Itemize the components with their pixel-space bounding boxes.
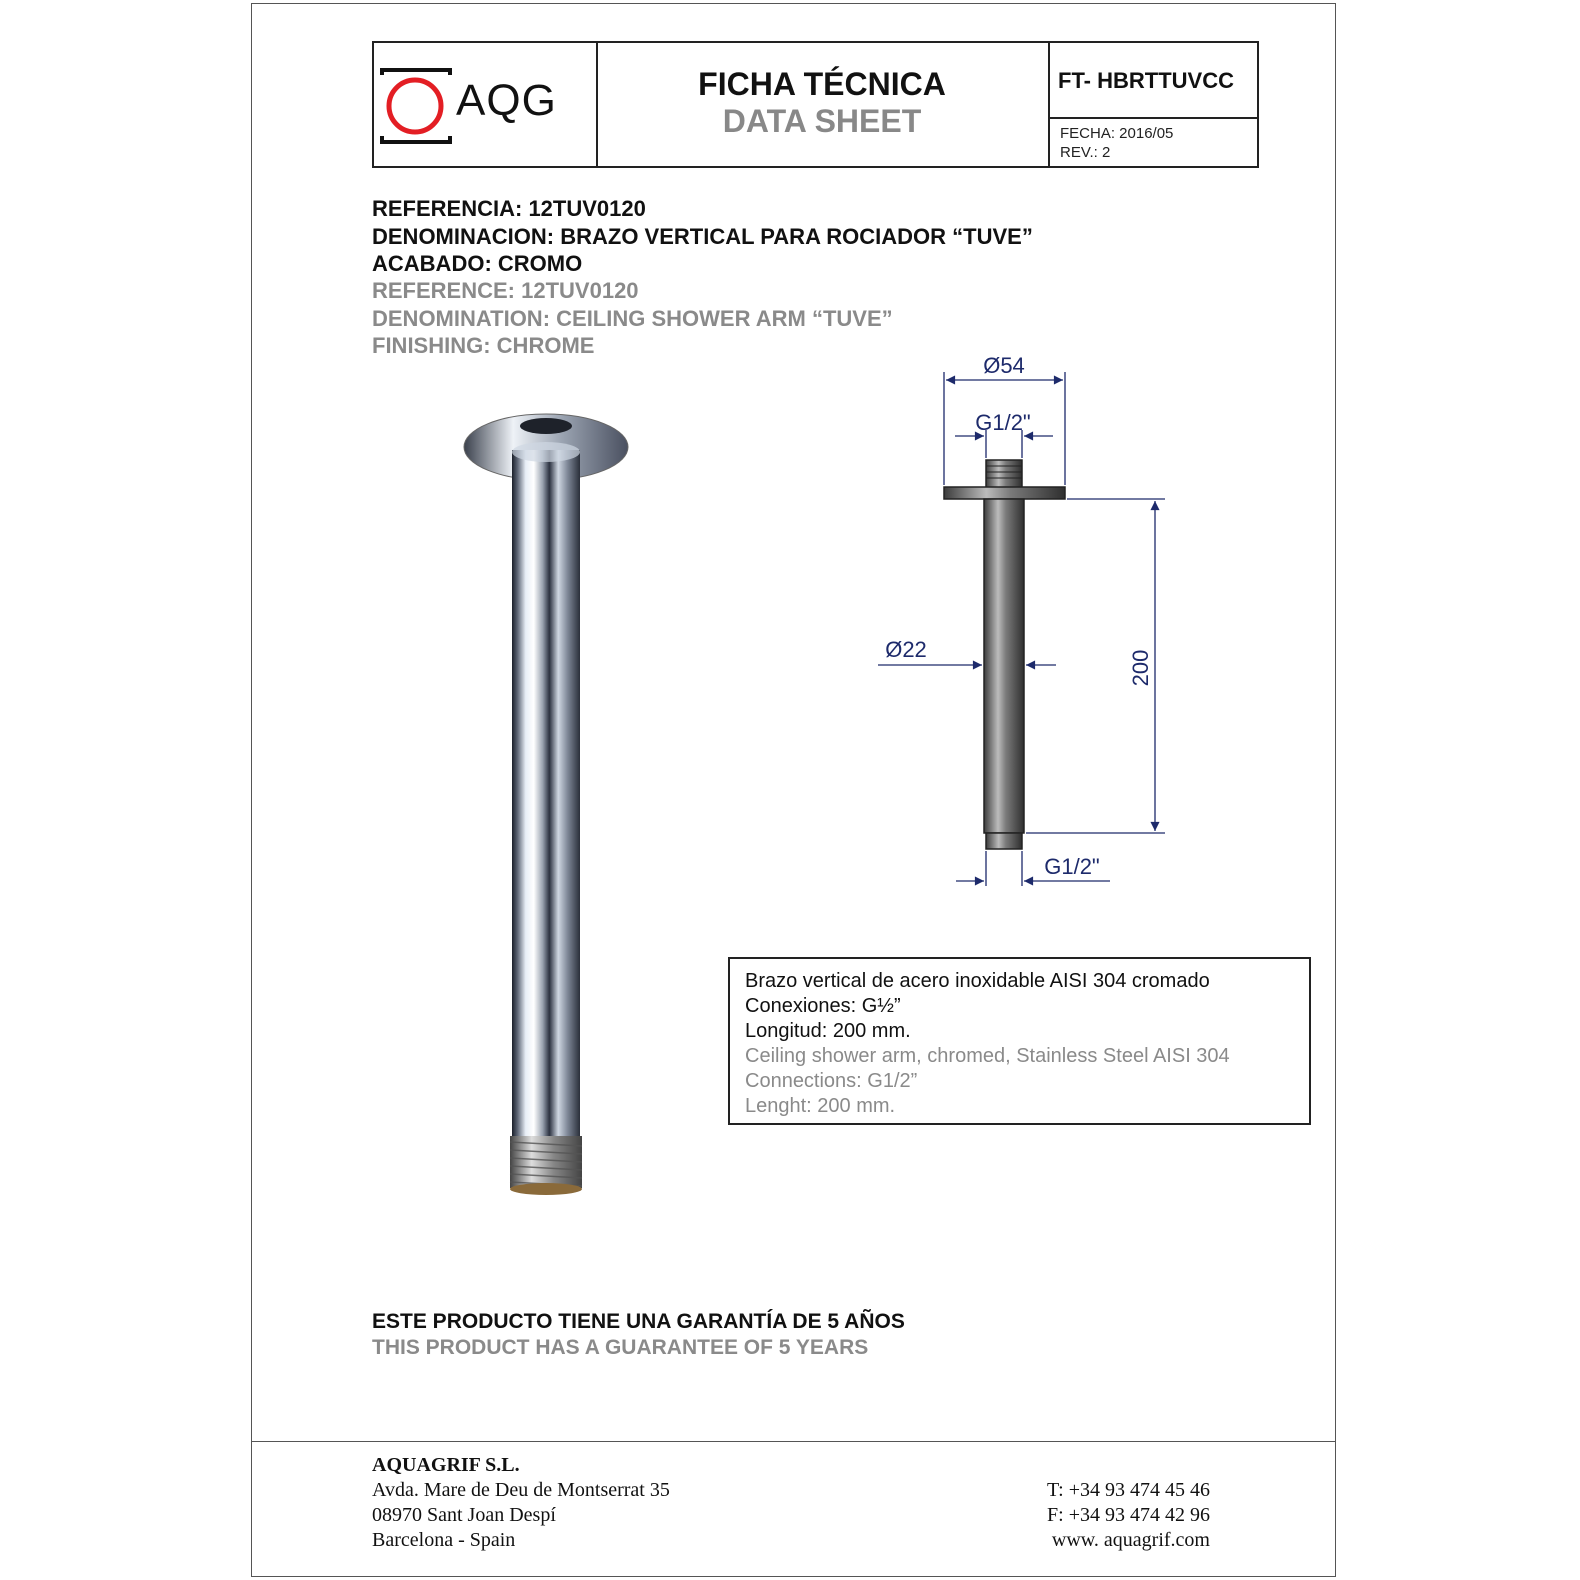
footer-divider xyxy=(251,1441,1336,1442)
desc-en-material: Ceiling shower arm, chromed, Stainless Steel AISI 304 xyxy=(745,1045,1230,1067)
spec-reference: REFERENCE: 12TUV0120 xyxy=(372,278,639,303)
desc-en-length: Lenght: 200 mm. xyxy=(745,1095,896,1117)
spec-finishing: FINISHING: CHROME xyxy=(372,333,595,358)
guarantee-english: THIS PRODUCT HAS A GUARANTEE OF 5 YEARS xyxy=(372,1336,869,1359)
desc-en-connections: Connections: G1/2” xyxy=(745,1070,918,1092)
desc-es-material: Brazo vertical de acero inoxidable AISI 304 cromado xyxy=(745,970,1210,992)
footer-company: AQUAGRIF S.L. xyxy=(372,1454,520,1476)
description-box xyxy=(728,957,1311,1125)
desc-es-length: Longitud: 200 mm. xyxy=(745,1020,911,1042)
spec-referencia: REFERENCIA: 12TUV0120 xyxy=(372,196,646,221)
footer-address-3: Barcelona - Spain xyxy=(372,1529,516,1551)
logo-text: AQG xyxy=(456,76,557,125)
title-english: DATA SHEET xyxy=(722,103,922,139)
flange-shape xyxy=(944,487,1065,499)
footer-phone: T: +34 93 474 45 46 xyxy=(1046,1479,1210,1501)
spec-acabado: ACABADO: CROMO xyxy=(372,251,583,276)
footer-fax: F: +34 93 474 42 96 xyxy=(1047,1504,1210,1526)
bottom-thread-shape xyxy=(986,833,1022,849)
top-thread-shape xyxy=(986,460,1022,488)
tube-shape xyxy=(984,499,1024,833)
doc-revision: REV.: 2 xyxy=(1060,144,1111,161)
dim-thread-top-label: G1/2" xyxy=(975,410,1031,435)
title-spanish: FICHA TÉCNICA xyxy=(698,66,946,102)
footer-address-2: 08970 Sant Joan Despí xyxy=(372,1504,556,1526)
dim-flange-label: Ø54 xyxy=(983,353,1025,378)
dim-tube-label: Ø22 xyxy=(885,637,927,662)
spec-denomination: DENOMINATION: CEILING SHOWER ARM “TUVE” xyxy=(372,306,893,331)
footer-address-1: Avda. Mare de Deu de Montserrat 35 xyxy=(372,1479,670,1501)
footer-website-link[interactable]: www. aquagrif.com xyxy=(1051,1529,1210,1551)
dim-thread-bottom-label: G1/2" xyxy=(1044,854,1100,879)
doc-code: FT- HBRTTUVCC xyxy=(1058,68,1234,93)
guarantee-spanish: ESTE PRODUCTO TIENE UNA GARANTÍA DE 5 AÑOS xyxy=(372,1310,905,1333)
spec-denominacion: DENOMINACION: BRAZO VERTICAL PARA ROCIADOR “TUVE” xyxy=(372,224,1033,249)
doc-date: FECHA: 2016/05 xyxy=(1060,125,1174,142)
desc-es-connections: Conexiones: G½” xyxy=(745,995,901,1017)
dim-length-label: 200 xyxy=(1128,649,1153,687)
